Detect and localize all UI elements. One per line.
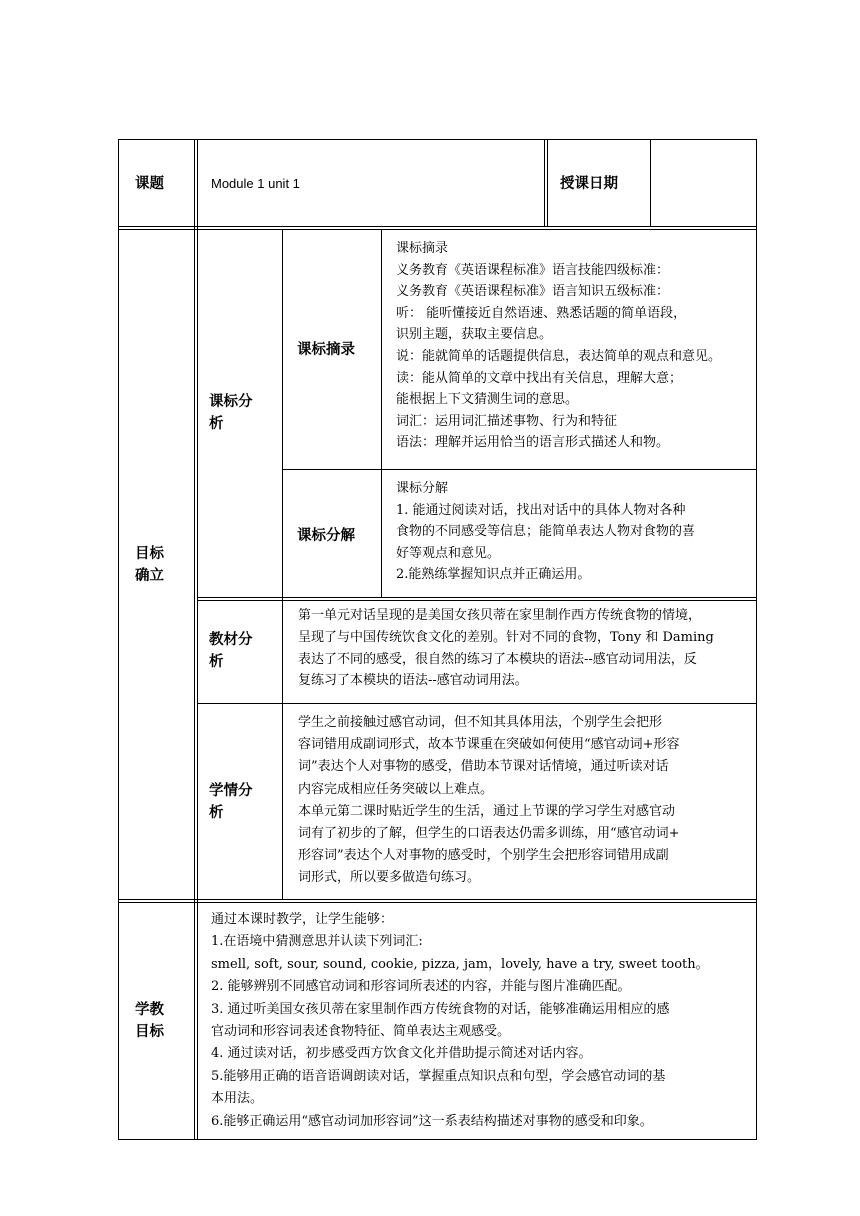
col-divider-sublabels	[282, 229, 283, 899]
text-line: 本单元第二课时贴近学生的生活，通过上节课的学习学生对感官动	[298, 803, 676, 819]
text-line: 学生之前接触过感官动词，但不知其具体用法，个别学生会把形	[298, 715, 663, 730]
row-divider-material	[197, 597, 756, 601]
row-divider-breakdown	[282, 469, 756, 470]
text-line: 第一单元对话呈现的是美国女孩贝蒂在家里制作西方传统食物的情境，	[298, 608, 702, 623]
text-line: 内容完成相应任务突破以上难点。	[298, 781, 494, 797]
row-divider-learner	[197, 703, 756, 704]
curriculum-analysis-label: 课标分 析	[209, 394, 253, 432]
text-line: 能根据上下文猜测生词的意思。	[396, 392, 579, 408]
text-line: 1. 能通过阅读对话，找出对话中的具体人物对各种	[396, 502, 686, 518]
text-line: 义务教育《英语课程标准》语言知识五级标准：	[396, 284, 670, 300]
text-line: 形容词”表达个人对事物的感受时，个别学生会把形容词错用成副	[298, 848, 669, 864]
text-line: 词”表达个人对事物的感受，借助本节课对话情境，通过听读对话	[298, 759, 669, 775]
text-line: 5.能够用正确的语音语调朗读对话，掌握重点知识点和句型，学会感官动词的基	[211, 1068, 666, 1084]
curriculum-breakdown-label: 课标分解	[297, 528, 355, 544]
lesson-plan-table	[118, 139, 757, 1140]
text-line: 表达了不同的感受，很自然的练习了本模块的语法--感官动词用法，反	[298, 651, 697, 667]
text-line: 3. 通过听美国女孩贝蒂在家里制作西方传统食物的对话，能够准确运用相应的感	[211, 1001, 670, 1017]
text-line: 识别主题，获取主要信息。	[396, 327, 553, 343]
curriculum-breakdown-text	[396, 478, 695, 586]
text-line: 4. 通过读对话，初步感受西方饮食文化并借助提示简述对话内容。	[211, 1046, 592, 1062]
text-line: smell, soft, sour, sound, cookie, pizza, jam，lovely, have a try, sweet tooth。	[211, 956, 709, 972]
text-line: 读：能从简单的文章中找出有关信息，理解大意；	[396, 370, 683, 386]
goal-label: 目标 确立	[135, 546, 164, 584]
row-divider-header	[119, 226, 756, 230]
col-divider-date-value	[650, 140, 651, 226]
text-line: 词有了初步的了解，但学生的口语表达仍需多训练，用“感官动词+	[298, 826, 680, 842]
date-label: 授课日期	[560, 176, 618, 192]
row-divider-objectives	[119, 899, 756, 903]
text-line: 2. 能够辨别不同感官动词和形容词所表述的内容，并能与图片准确匹配。	[211, 979, 631, 995]
text-line: 听： 能听懂接近自然语速、熟悉话题的简单语段，	[396, 305, 687, 321]
text-line: 义务教育《英语课程标准》语言技能四级标准：	[396, 262, 670, 278]
text-line: 2.能熟练掌握知识点并正确运用。	[396, 567, 591, 583]
text-line: 语法：理解并运用恰当的语言形式描述人和物。	[396, 435, 670, 451]
text-line: 1.在语境中猜测意思并认读下列词汇:	[211, 934, 423, 950]
objectives-text	[211, 909, 709, 1133]
material-analysis-text	[298, 605, 714, 692]
col-divider-date-label	[544, 140, 548, 226]
topic-label: 课题	[135, 176, 164, 192]
material-analysis-label: 教材分 析	[209, 632, 253, 670]
learner-analysis-label: 学情分 析	[209, 783, 253, 821]
objectives-label: 学教 目标	[135, 1002, 164, 1040]
text-line: 复练习了本模块的语法--感官动词用法。	[298, 673, 528, 689]
text-line: 食物的不同感受等信息；能简单表达人物对食物的喜	[396, 524, 696, 540]
learner-analysis-text	[298, 712, 680, 890]
curriculum-excerpt-text	[396, 238, 721, 454]
text-line: 好等观点和意见。	[396, 545, 501, 561]
text-line: 本用法。	[211, 1091, 264, 1107]
text-line: 容词错用成副词形式，故本节课重在突破如何使用“感官动词+形容	[298, 737, 680, 753]
text-line: 词汇：运用词汇描述事物、行为和特征	[396, 413, 618, 429]
topic-value: Module 1 unit 1	[211, 176, 300, 191]
text-line: 课标分解	[396, 481, 449, 496]
text-line: 通过本课时教学，让学生能够：	[211, 912, 394, 927]
text-line: 课标摘录	[396, 241, 449, 256]
col-divider-curriculum	[381, 229, 382, 597]
col-divider-labels	[194, 140, 198, 1140]
text-line: 说：能就简单的话题提供信息，表达简单的观点和意见。	[396, 348, 722, 364]
text-line: 官动词和形容词表述食物特征、简单表达主观感受。	[211, 1024, 511, 1040]
text-line: 词形式，所以要多做造句练习。	[298, 870, 481, 886]
text-line: 6.能够正确运用“感官动词加形容词”这一系表结构描述对事物的感受和印象。	[211, 1113, 653, 1129]
text-line: 呈现了与中国传统饮食文化的差别。针对不同的食物，Tony 和 Daming	[298, 629, 714, 645]
curriculum-excerpt-label: 课标摘录	[297, 342, 355, 358]
